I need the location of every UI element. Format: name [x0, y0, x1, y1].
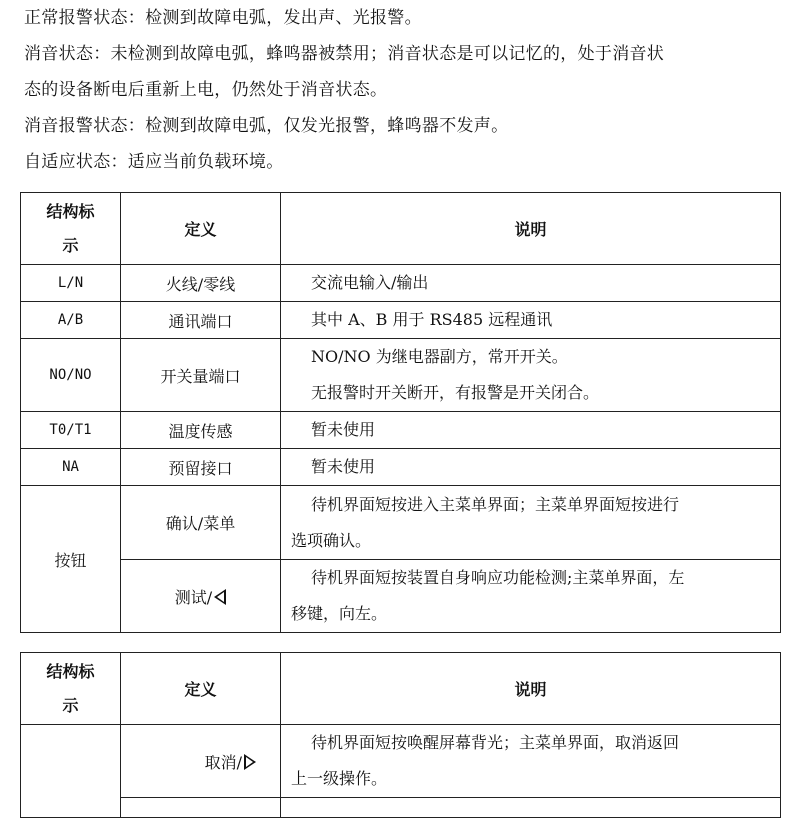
- cell-def: 确认/菜单: [121, 486, 281, 560]
- table-row: [21, 339, 781, 412]
- left-triangle-icon: [214, 589, 226, 605]
- cell-code: NO/NO: [21, 339, 121, 412]
- cell-def-label: 测试/: [174, 587, 213, 607]
- table-row: [21, 412, 781, 449]
- table-row: [21, 302, 781, 339]
- intro-line: 正常报警状态：检测到故障电弧，发出声、光报警。: [24, 8, 422, 28]
- cell-def: [121, 560, 281, 633]
- table-row: [21, 449, 781, 486]
- cell-desc: [281, 798, 781, 818]
- cell-code-buttons: 按钮: [21, 486, 121, 633]
- table-row: [21, 725, 781, 798]
- terminal-spec-table-continued: [20, 652, 781, 818]
- table-header-row: [21, 193, 781, 265]
- cell-code: T0/T1: [21, 412, 121, 449]
- cell-desc: 待机界面短按装置自身响应功能检测;主菜单界面，左 移键，向左。: [281, 560, 781, 633]
- right-triangle-icon: [244, 754, 256, 770]
- header-def: 定义: [121, 193, 281, 265]
- intro-line: 自适应状态：适应当前负载环境。: [24, 152, 284, 172]
- cell-def: [121, 798, 281, 818]
- cell-def: 开关量端口: [121, 339, 281, 412]
- cell-code: A/B: [21, 302, 121, 339]
- cell-code: L/N: [21, 265, 121, 302]
- terminal-spec-table: [20, 192, 781, 633]
- header-def: 定义: [121, 653, 281, 725]
- intro-text: [24, 0, 784, 180]
- cell-def: [121, 725, 281, 798]
- cell-def: 预留接口: [121, 449, 281, 486]
- intro-line: 消音报警状态：检测到故障电弧，仅发光报警，蜂鸣器不发声。: [24, 116, 509, 136]
- header-code: 结构标 示: [21, 653, 121, 725]
- cell-desc: NO/NO 为继电器副方，常开开关。 无报警时开关断开，有报警是开关闭合。: [281, 339, 781, 412]
- cell-desc: 暂未使用: [281, 449, 781, 486]
- cell-desc: 待机界面短按唤醒屏幕背光；主菜单界面，取消返回 上一级操作。: [281, 725, 781, 798]
- cell-code: [21, 725, 121, 818]
- cell-def: 温度传感: [121, 412, 281, 449]
- cell-code: NA: [21, 449, 121, 486]
- cell-desc: 交流电输入/输出: [281, 265, 781, 302]
- intro-line: 态的设备断电后重新上电，仍然处于消音状态。: [24, 80, 388, 100]
- cell-def: 通讯端口: [121, 302, 281, 339]
- cell-desc: 暂未使用: [281, 412, 781, 449]
- header-code: 结构标 示: [21, 193, 121, 265]
- cell-def-label: 取消/: [204, 752, 242, 772]
- cell-desc: 待机界面短按进入主菜单界面；主菜单界面短按进行 选项确认。: [281, 486, 781, 560]
- header-desc: 说明: [281, 193, 781, 265]
- header-desc: 说明: [281, 653, 781, 725]
- table-row: [21, 486, 781, 560]
- cell-desc: 其中 A、B 用于 RS485 远程通讯: [281, 302, 781, 339]
- intro-line: 消音状态：未检测到故障电弧，蜂鸣器被禁用；消音状态是可以记忆的，处于消音状: [24, 44, 665, 64]
- table-header-row: [21, 653, 781, 725]
- table-row: [21, 798, 781, 818]
- table-row: [21, 265, 781, 302]
- table-row: [21, 560, 781, 633]
- cell-def: 火线/零线: [121, 265, 281, 302]
